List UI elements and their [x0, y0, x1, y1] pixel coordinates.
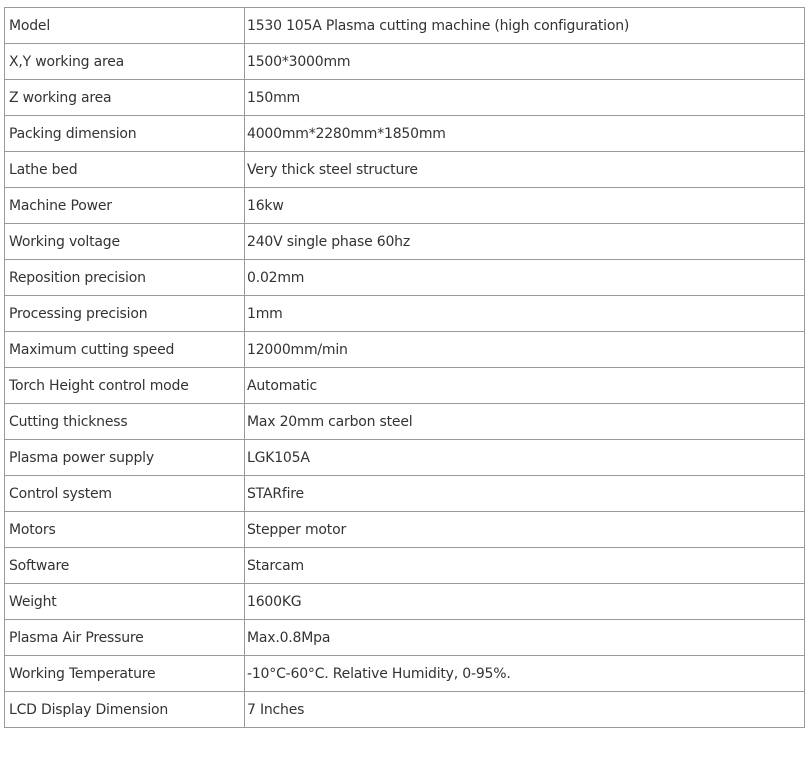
spec-value: Max 20mm carbon steel [245, 404, 805, 440]
spec-value: 150mm [245, 80, 805, 116]
spec-label: Working Temperature [5, 656, 245, 692]
table-row [5, 260, 805, 296]
spec-value: Stepper motor [245, 512, 805, 548]
spec-label: Working voltage [5, 224, 245, 260]
spec-value: 7 Inches [245, 692, 805, 728]
table-row [5, 692, 805, 728]
spec-label: Motors [5, 512, 245, 548]
spec-label: Control system [5, 476, 245, 512]
table-row [5, 224, 805, 260]
spec-label: X,Y working area [5, 44, 245, 80]
spec-table-body [5, 8, 805, 728]
spec-value: 4000mm*2280mm*1850mm [245, 116, 805, 152]
spec-label: Lathe bed [5, 152, 245, 188]
table-row [5, 332, 805, 368]
spec-value: 240V single phase 60hz [245, 224, 805, 260]
table-row [5, 188, 805, 224]
table-row [5, 44, 805, 80]
table-row [5, 548, 805, 584]
table-row [5, 404, 805, 440]
spec-value: 0.02mm [245, 260, 805, 296]
spec-value: 16kw [245, 188, 805, 224]
table-row [5, 584, 805, 620]
spec-table [4, 7, 805, 728]
table-row [5, 368, 805, 404]
table-row [5, 656, 805, 692]
spec-label: Z working area [5, 80, 245, 116]
spec-value: Automatic [245, 368, 805, 404]
table-row [5, 512, 805, 548]
spec-value: 1600KG [245, 584, 805, 620]
spec-label: Model [5, 8, 245, 44]
table-row [5, 152, 805, 188]
table-row [5, 80, 805, 116]
table-row [5, 620, 805, 656]
spec-value: Max.0.8Mpa [245, 620, 805, 656]
spec-value: Very thick steel structure [245, 152, 805, 188]
spec-label: Packing dimension [5, 116, 245, 152]
spec-label: Reposition precision [5, 260, 245, 296]
spec-label: Plasma power supply [5, 440, 245, 476]
spec-label: Maximum cutting speed [5, 332, 245, 368]
spec-value: LGK105A [245, 440, 805, 476]
spec-label: Plasma Air Pressure [5, 620, 245, 656]
spec-value: 1530 105A Plasma cutting machine (high configuration) [245, 8, 805, 44]
spec-value: 1mm [245, 296, 805, 332]
spec-label: Processing precision [5, 296, 245, 332]
spec-label: Software [5, 548, 245, 584]
spec-label: Machine Power [5, 188, 245, 224]
table-row [5, 116, 805, 152]
table-row [5, 440, 805, 476]
spec-label: Weight [5, 584, 245, 620]
spec-label: Torch Height control mode [5, 368, 245, 404]
spec-value: Starcam [245, 548, 805, 584]
spec-label: LCD Display Dimension [5, 692, 245, 728]
spec-value: -10°C-60°C. Relative Humidity, 0-95%. [245, 656, 805, 692]
spec-value: STARfire [245, 476, 805, 512]
table-row [5, 296, 805, 332]
spec-value: 12000mm/min [245, 332, 805, 368]
table-row [5, 476, 805, 512]
spec-value: 1500*3000mm [245, 44, 805, 80]
table-row [5, 8, 805, 44]
spec-label: Cutting thickness [5, 404, 245, 440]
